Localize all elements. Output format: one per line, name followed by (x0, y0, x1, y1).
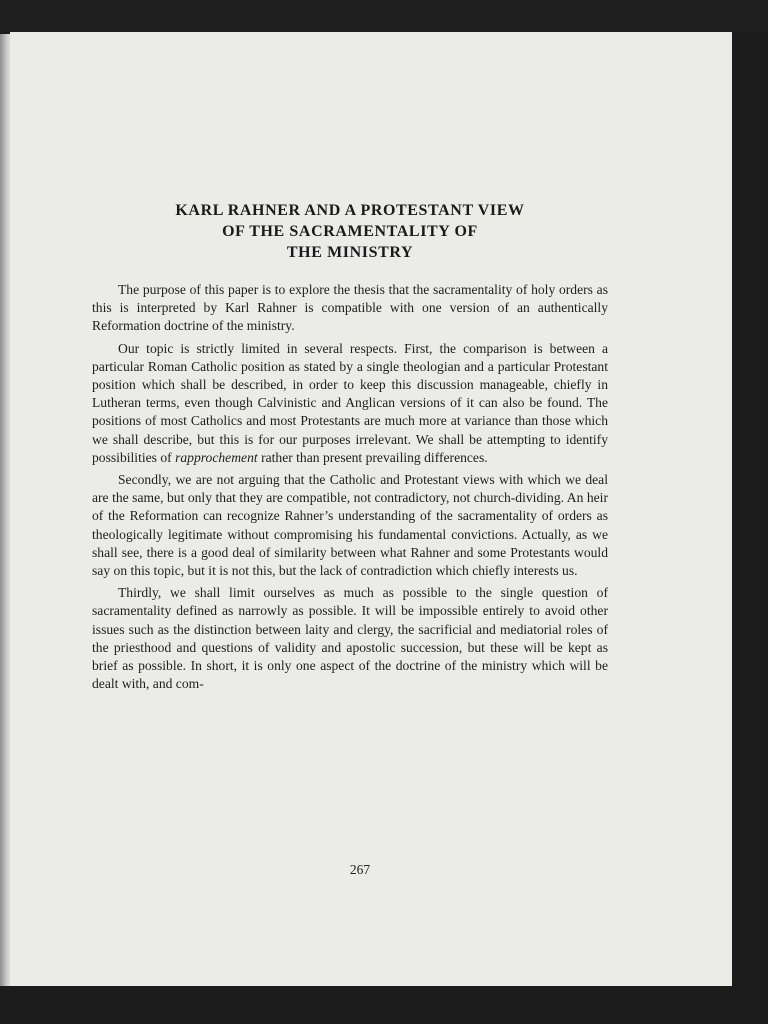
paragraph-1 (92, 281, 608, 336)
paragraph-3 (92, 471, 608, 580)
article-title (92, 200, 608, 263)
paragraph-2 (92, 340, 608, 467)
page-number: 267 (349, 862, 371, 877)
scan-background (0, 0, 768, 32)
paragraph-text: Secondly, we are not arguing that the Catholic and Protestant views with which we deal are the same, but only that they are compatible, not contradictory, not church-dividing. An heir of the Reformation can recognize Rahner’s understanding of the sacramentality of orders as theologically legitimate without compromising his fundamental convictions. Actually, as we shall see, there is a good deal of similarity between what Rahner and some Protestants would say on this topic, but it is not this, but the lack of contradiction which chiefly interests us. (92, 472, 608, 579)
paragraph-text: Thirdly, we shall limit ourselves as much as possible to the single question of sacramentality defined as narrowly as possible. It will be impossible entirely to avoid other issues such as the distinction between laity and clergy, the sacrificial and mediatorial roles of the priesthood and questions of validity and apostolic succession, but these will be kept as brief as possible. In short, it is only one aspect of the doctrine of the ministry which will be dealt with, and com- (92, 585, 608, 692)
paragraph-4 (92, 584, 608, 693)
paragraph-text: The purpose of this paper is to explore the thesis that the sacramentality of holy orders as this is interpreted by Karl Rahner is compatible with one version of an authentically Reformation doctrine of the ministry. (92, 282, 608, 334)
book-page (10, 32, 732, 986)
article-body (92, 281, 608, 693)
italic-term: rapprochement (175, 449, 258, 465)
paragraph-text: rather than present prevailing differences. (261, 449, 488, 465)
title-line: OF THE SACRAMENTALITY OF (222, 223, 478, 240)
page-content (92, 200, 608, 697)
paragraph-text: Our topic is strictly limited in several respects. First, the comparison is between a particular Roman Catholic position as stated by a single theologian and a particular Protestant position which shall be described, in order to keep this discussion manageable, chiefly in Lutheran terms, even though Calvinistic and Anglican versions of it can also be found. The positions of most Catholics and most Protestants are much more at variance than those which we shall describe, but this is for our purposes irrelevant. We shall be attempting to identify possibilities of (92, 340, 608, 465)
title-line: KARL RAHNER AND A PROTESTANT VIEW (175, 202, 525, 219)
title-line: THE MINISTRY (286, 244, 414, 261)
